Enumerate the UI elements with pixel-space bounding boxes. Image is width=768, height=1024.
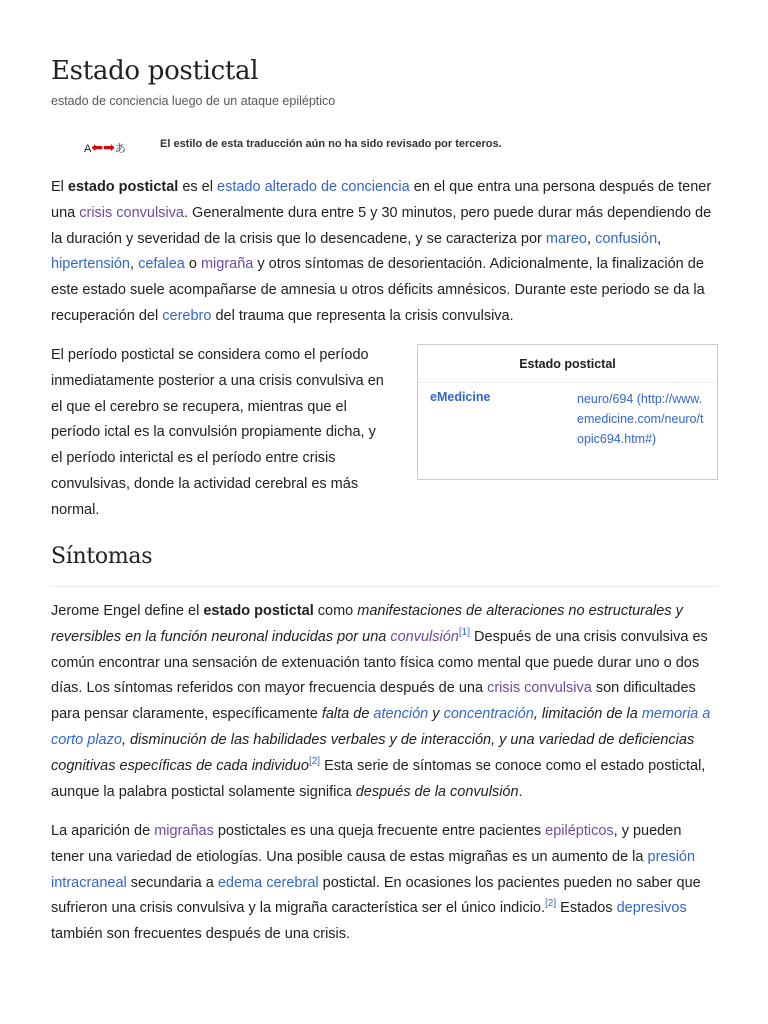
link-mareo[interactable]: mareo — [545, 230, 587, 247]
link-migrana[interactable]: migraña — [200, 256, 254, 273]
link-presion-intracraneal[interactable]: presión intracraneal — [51, 848, 696, 891]
link-estado-alterado[interactable]: estado alterado de conciencia — [217, 179, 410, 195]
infobox-divider — [418, 382, 717, 383]
link-crisis-convulsiva[interactable]: crisis convulsiva — [79, 204, 184, 221]
link-cefalea[interactable]: cefalea — [138, 256, 185, 273]
link-epilepticos[interactable]: epilépticos — [545, 823, 614, 839]
link-concentracion[interactable]: concentración — [443, 706, 534, 723]
infobox — [417, 344, 718, 480]
link-convulsion[interactable]: convulsión — [390, 628, 459, 645]
reference-2[interactable]: [2] — [308, 755, 321, 767]
section-divider — [51, 586, 718, 587]
definition-paragraph: El período postictal se considera como el período inmediatamente posterior a una crisis convulsiva en el que el cerebro se recupera, mientras que el período ictal es la convulsión propiamente dicha, y el período interictal es el período entre crisis convulsivas, donde la actividad cerebral es más normal. — [51, 347, 384, 518]
translation-notice — [84, 136, 704, 156]
link-confusion[interactable]: confusión — [595, 230, 658, 247]
link-memoria-corto-plazo[interactable]: memoria a corto plazo — [51, 706, 711, 748]
link-hipertension[interactable]: hipertensión — [51, 256, 130, 273]
page-title: Estado postictal — [51, 56, 259, 86]
link-edema-cerebral[interactable]: edema cerebral — [217, 874, 319, 891]
intro-paragraph: El estado postictal es el estado alterado de conciencia en el que entra una persona después de tener una crisis convulsiva. Generalmente dura entre 5 y 30 minutos, pero puede durar más dependiendo de la duración y severidad de la crisis que lo desencadene, y se caracteriza por mareo, confusión, hipertensión, cefalea o migraña y otros síntomas de desorientación. Adicionalmente, la finalización de este estado suele acompañarse de amnesia u otros déficits amnésicos. Durante este periodo se da la recuperación del cerebro del trauma que representa la crisis convulsiva. — [51, 179, 712, 324]
link-depresivos[interactable]: depresivos — [616, 900, 687, 917]
page-subtitle: estado de conciencia luego de un ataque epiléptico — [51, 94, 336, 108]
infobox-link-emedicine[interactable]: neuro/694 (http://www.emedicine.com/neuro/topic694.htm#) — [577, 392, 704, 446]
reference-1[interactable]: [1] — [458, 626, 470, 638]
link-cerebro[interactable]: cerebro — [162, 307, 212, 324]
section-heading-sintomas: Síntomas — [51, 544, 153, 569]
translate-icon: A⬅➡あ — [84, 139, 126, 155]
infobox-title: Estado postictal — [519, 357, 616, 371]
migraine-paragraph: La aparición de migrañas postictales es una queja frecuente entre pacientes epilépticos, y pueden tener una variedad de etiologías. Una posible causa de estas migrañas es un aumento de la presión intracraneal secundaria a edema cerebral postictal. En ocasiones los pacientes pueden no saber que sufrieron una crisis convulsiva y la migraña característica ser el único indicio.[2] Estados depresivos también son frecuentes después de una crisis. — [51, 823, 701, 943]
notice-text: El estilo de esta traducción aún no ha sido revisado por terceros. — [160, 138, 502, 150]
link-crisis-convulsiva-2[interactable]: crisis convulsiva — [487, 680, 592, 697]
link-migranas[interactable]: migrañas — [154, 823, 214, 839]
infobox-label-emedicine[interactable]: eMedicine — [430, 390, 491, 404]
symptoms-paragraph: Jerome Engel define el estado postictal como manifestaciones de alteraciones no estructurales y reversibles en la función neuronal inducidas por una convulsión[1] Después de una crisis convulsiva es común encontrar una sensación de extenuación tanto física como mental que puede durar uno o dos días. Los síntomas referidos con mayor frecuencia después de una crisis convulsiva son dificultades para pensar claramente, específicamente falta de atención y concentración, limitación de la memoria a corto plazo, disminución de las habilidades verbales y de interacción, y una variedad de deficiencias cognitivas específicas de cada individuo[2] Esta serie de síntomas se conoce como el estado postictal, aunque la palabra postictal solamente significa después de la convulsión. — [51, 603, 711, 800]
link-atencion[interactable]: atención — [373, 706, 429, 723]
reference-2b[interactable]: [2] — [545, 898, 557, 910]
